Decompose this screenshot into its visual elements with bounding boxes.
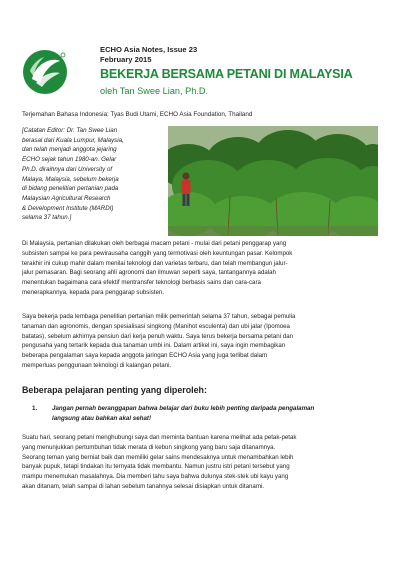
editor-note-line: Ph.D. diraihnya dari University of [22, 165, 113, 173]
paragraph-line: mampu menemukan masalahnya. Dia memberi tahu saya bahwa dulunya stek-stek ubi kayu yang [22, 473, 289, 480]
issue-info [100, 45, 197, 64]
paragraph-intro [22, 239, 378, 298]
paragraph-line: yang menunjukkan pertumbuhan tidak merata di kebun singkong yang baru saja ditanamnya. [22, 443, 276, 451]
paragraph-line: tanaman dan agronomis, dengan spesialisasi singkong (Manihot esculenta) dan ubi jalar (Ipomoea [22, 322, 290, 330]
paragraph-line: memperluas penggunaan teknologi di kalangan petani. [22, 361, 172, 369]
lesson-line: langsung atau bahkan akal sehat! [52, 414, 152, 422]
issue-date: February 2015 [100, 54, 152, 64]
lesson-number: 1. [32, 405, 38, 412]
paragraph-line: Saya bekerja pada lembaga penelitian pertanian milik pemerintah selama 37 tahun, sebagai pemulia [22, 313, 296, 320]
editor-note-line: berasal dari Kuala Lumpur, Malaysia, [22, 136, 124, 144]
paragraph-line: menerapkannya, kepada para penggarap subsisten. [22, 288, 165, 296]
paragraph-background [22, 312, 378, 371]
lesson-line: Jangan pernah beranggapan bahwa belajar dari buku lebih penting daripada pengalaman [52, 405, 315, 412]
article-title: BEKERJA BERSAMA PETANI DI MALAYSIA [100, 67, 353, 81]
issue-number: ECHO Asia Notes, Issue 23 [100, 45, 198, 54]
editor-note-line: Malaysian Agricultural Research [22, 194, 111, 202]
editor-note-line: di bidang penelitian pertanian pada [22, 185, 119, 193]
paragraph-line: Di Malaysia, pertanian dilakukan oleh berbagai macam petani - mulai dari petani penggarap yang [22, 240, 287, 247]
echo-logo-icon [22, 49, 68, 95]
editor-note-line: [Catatan Editor: Dr. Tan Swee Lian [22, 127, 118, 134]
paragraph-line: akan ditanam, telah sampai di lahan sebelum tanahnya selesai disiapkan untuk ditanami. [22, 482, 265, 490]
paragraph-line: subsisten sampai ke para pewirausaha canggih yang termotivasi oleh keuntungan pasar. Kelompok [22, 249, 293, 257]
paragraph-line: terakhir ini cukup mahir dalam menilai teknologi dan varietas terbaru, dan telah membangun jalur- [22, 259, 288, 267]
paragraph-line: pengusaha yang tertarik kepada dua tanaman umbi ini. Dalam artikel ini, saya ingin membagikan [22, 342, 286, 350]
article-author: oleh Tan Swee Lian, Ph.D. [100, 86, 209, 96]
editor-note-line: ECHO sejak tahun 1980-an. Gelar [22, 156, 117, 164]
paragraph-line: Suatu hari, seorang petani menghubungi saya dan meminta bantuan karena melihat ada petak-petak [22, 434, 297, 441]
editor-note [22, 126, 162, 223]
paragraph-line: jalur pemasaran. Bagi seorang ahli agronomi dan ilmuwan seperti saya, tantangannya adalah [22, 269, 276, 277]
editor-note-line: & Development Institute (MARDI) [22, 204, 114, 212]
paragraph-story [22, 433, 378, 492]
paragraph-line: menentukan bagaimana cara efektif mentransfer teknologi berbasis sains dan cara-cara [22, 279, 261, 286]
paragraph-line: banyak pupuk, tetapi tindakan itu ternyata tidak membantu. Namun justru istri petani tersebut yang [22, 463, 290, 471]
editor-note-line: Malaya, Malaysia, sebelum bekerja [22, 175, 119, 183]
paragraph-line: beberapa pengalaman saya kepada anggota jaringan ECHO Asia yang juga terlibat dalam [22, 352, 268, 359]
translator-credit: Terjemahan Bahasa Indonesia: Tyas Budi Utami, ECHO Asia Foundation, Thailand [22, 111, 253, 118]
editor-note-line: dan telah menjadi anggota jejaring [22, 146, 117, 154]
section-heading: Beberapa pelajaran penting yang diperoleh: [22, 385, 207, 395]
paragraph-line: batatas), sebelum akhirnya pensiun dari kerja penuh waktu. Saya terus bekerja bersama petani dan [22, 332, 294, 340]
paragraph-line: Seorang teman yang berniat baik dan memiliki gelar sains mendesaknya untuk menambahkan lebih [22, 453, 294, 461]
cassava-field-photo [168, 126, 378, 236]
editor-note-line: selama 37 tahun.] [22, 214, 72, 222]
